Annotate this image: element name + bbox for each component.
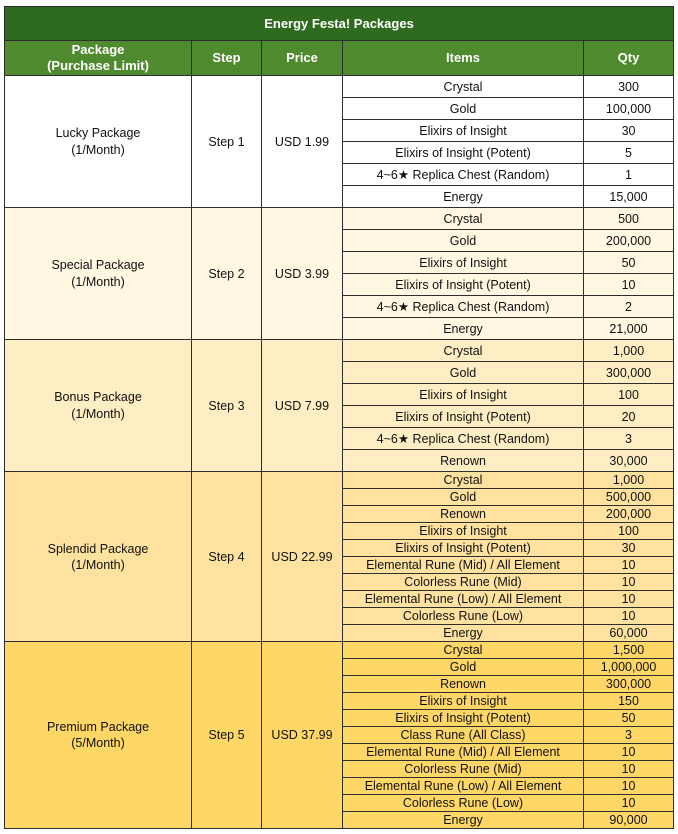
item-name: Gold: [343, 489, 584, 506]
item-name: Class Rune (All Class): [343, 727, 584, 744]
header-step: Step: [192, 41, 262, 76]
item-qty: 1,000: [584, 472, 674, 489]
table-title: Energy Festa! Packages: [5, 7, 674, 41]
package-name-cell: [5, 340, 192, 472]
package-name-cell: [5, 76, 192, 208]
item-qty: 10: [584, 608, 674, 625]
item-name: Energy: [343, 812, 584, 829]
header-qty: Qty: [584, 41, 674, 76]
package-step: Step 3: [192, 340, 262, 472]
item-qty: 10: [584, 591, 674, 608]
item-qty: 60,000: [584, 625, 674, 642]
item-name: Colorless Rune (Low): [343, 608, 584, 625]
table-row: [5, 642, 674, 659]
item-qty: 300: [584, 76, 674, 98]
item-name: Elixirs of Insight (Potent): [343, 274, 584, 296]
package-price: USD 22.99: [262, 472, 343, 642]
package-step: Step 1: [192, 76, 262, 208]
item-qty: 10: [584, 778, 674, 795]
package-name: Special Package: [51, 257, 145, 272]
package-limit: (5/Month): [71, 736, 125, 750]
package-name-cell: [5, 208, 192, 340]
item-qty: 1: [584, 164, 674, 186]
item-name: 4~6★ Replica Chest (Random): [343, 428, 584, 450]
item-qty: 300,000: [584, 362, 674, 384]
item-qty: 10: [584, 574, 674, 591]
item-qty: 10: [584, 795, 674, 812]
item-qty: 1,000: [584, 340, 674, 362]
package-name: Premium Package: [46, 720, 150, 734]
item-qty: 21,000: [584, 318, 674, 340]
item-name: Energy: [343, 318, 584, 340]
item-name: Elixirs of Insight (Potent): [343, 540, 584, 557]
table-row: [5, 340, 674, 362]
item-name: Gold: [343, 230, 584, 252]
package-name: Bonus Package: [54, 389, 142, 404]
item-name: Elixirs of Insight (Potent): [343, 406, 584, 428]
item-name: Elixirs of Insight: [343, 693, 584, 710]
item-qty: 1,000,000: [584, 659, 674, 676]
item-name: Elemental Rune (Mid) / All Element: [343, 744, 584, 761]
package-name-cell: [5, 472, 192, 642]
packages-table: [4, 6, 674, 829]
item-name: Gold: [343, 98, 584, 120]
header-items: Items: [343, 41, 584, 76]
item-name: Crystal: [343, 472, 584, 489]
header-package-line1: Package: [71, 42, 125, 57]
package-price: USD 7.99: [262, 340, 343, 472]
package-limit: (1/Month): [71, 406, 125, 421]
item-name: Gold: [343, 362, 584, 384]
header-price: Price: [262, 41, 343, 76]
item-qty: 10: [584, 744, 674, 761]
item-name: Crystal: [343, 76, 584, 98]
item-name: 4~6★ Replica Chest (Random): [343, 296, 584, 318]
item-qty: 3: [584, 428, 674, 450]
item-qty: 300,000: [584, 676, 674, 693]
package-step: Step 5: [192, 642, 262, 829]
item-name: Elemental Rune (Low) / All Element: [343, 591, 584, 608]
item-name: Crystal: [343, 208, 584, 230]
item-qty: 2: [584, 296, 674, 318]
item-qty: 100: [584, 523, 674, 540]
item-qty: 30: [584, 540, 674, 557]
package-step: Step 2: [192, 208, 262, 340]
item-qty: 10: [584, 557, 674, 574]
item-qty: 150: [584, 693, 674, 710]
table-row: [5, 208, 674, 230]
item-name: Energy: [343, 186, 584, 208]
item-qty: 200,000: [584, 506, 674, 523]
item-name: Gold: [343, 659, 584, 676]
package-price: USD 37.99: [262, 642, 343, 829]
item-name: Renown: [343, 676, 584, 693]
item-qty: 10: [584, 761, 674, 778]
package-limit: (1/Month): [71, 142, 125, 157]
item-name: Elixirs of Insight: [343, 252, 584, 274]
item-name: Elixirs of Insight (Potent): [343, 142, 584, 164]
item-qty: 100: [584, 384, 674, 406]
item-name: Energy: [343, 625, 584, 642]
item-qty: 30: [584, 120, 674, 142]
item-qty: 90,000: [584, 812, 674, 829]
item-name: Renown: [343, 450, 584, 472]
item-qty: 500,000: [584, 489, 674, 506]
item-qty: 50: [584, 252, 674, 274]
item-name: Colorless Rune (Mid): [343, 761, 584, 778]
item-qty: 50: [584, 710, 674, 727]
item-qty: 1,500: [584, 642, 674, 659]
table-row: [5, 76, 674, 98]
package-limit: (1/Month): [71, 274, 125, 289]
header-package-line2: (Purchase Limit): [47, 58, 149, 73]
item-qty: 200,000: [584, 230, 674, 252]
package-name: Lucky Package: [55, 125, 141, 140]
package-price: USD 1.99: [262, 76, 343, 208]
item-qty: 15,000: [584, 186, 674, 208]
item-qty: 500: [584, 208, 674, 230]
item-name: 4~6★ Replica Chest (Random): [343, 164, 584, 186]
package-name-cell: [5, 642, 192, 829]
item-name: Elemental Rune (Low) / All Element: [343, 778, 584, 795]
item-name: Elixirs of Insight: [343, 523, 584, 540]
item-name: Crystal: [343, 642, 584, 659]
header-package: [5, 41, 192, 76]
package-price: USD 3.99: [262, 208, 343, 340]
item-name: Crystal: [343, 340, 584, 362]
item-qty: 20: [584, 406, 674, 428]
package-limit: (1/Month): [71, 557, 125, 572]
item-name: Colorless Rune (Mid): [343, 574, 584, 591]
item-qty: 5: [584, 142, 674, 164]
item-name: Elixirs of Insight (Potent): [343, 710, 584, 727]
item-qty: 3: [584, 727, 674, 744]
packages-body: [5, 76, 674, 829]
item-qty: 10: [584, 274, 674, 296]
package-step: Step 4: [192, 472, 262, 642]
item-name: Colorless Rune (Low): [343, 795, 584, 812]
item-name: Elemental Rune (Mid) / All Element: [343, 557, 584, 574]
package-name: Splendid Package: [47, 541, 149, 556]
item-qty: 100,000: [584, 98, 674, 120]
item-name: Elixirs of Insight: [343, 120, 584, 142]
item-qty: 30,000: [584, 450, 674, 472]
item-name: Elixirs of Insight: [343, 384, 584, 406]
table-row: [5, 472, 674, 489]
item-name: Renown: [343, 506, 584, 523]
